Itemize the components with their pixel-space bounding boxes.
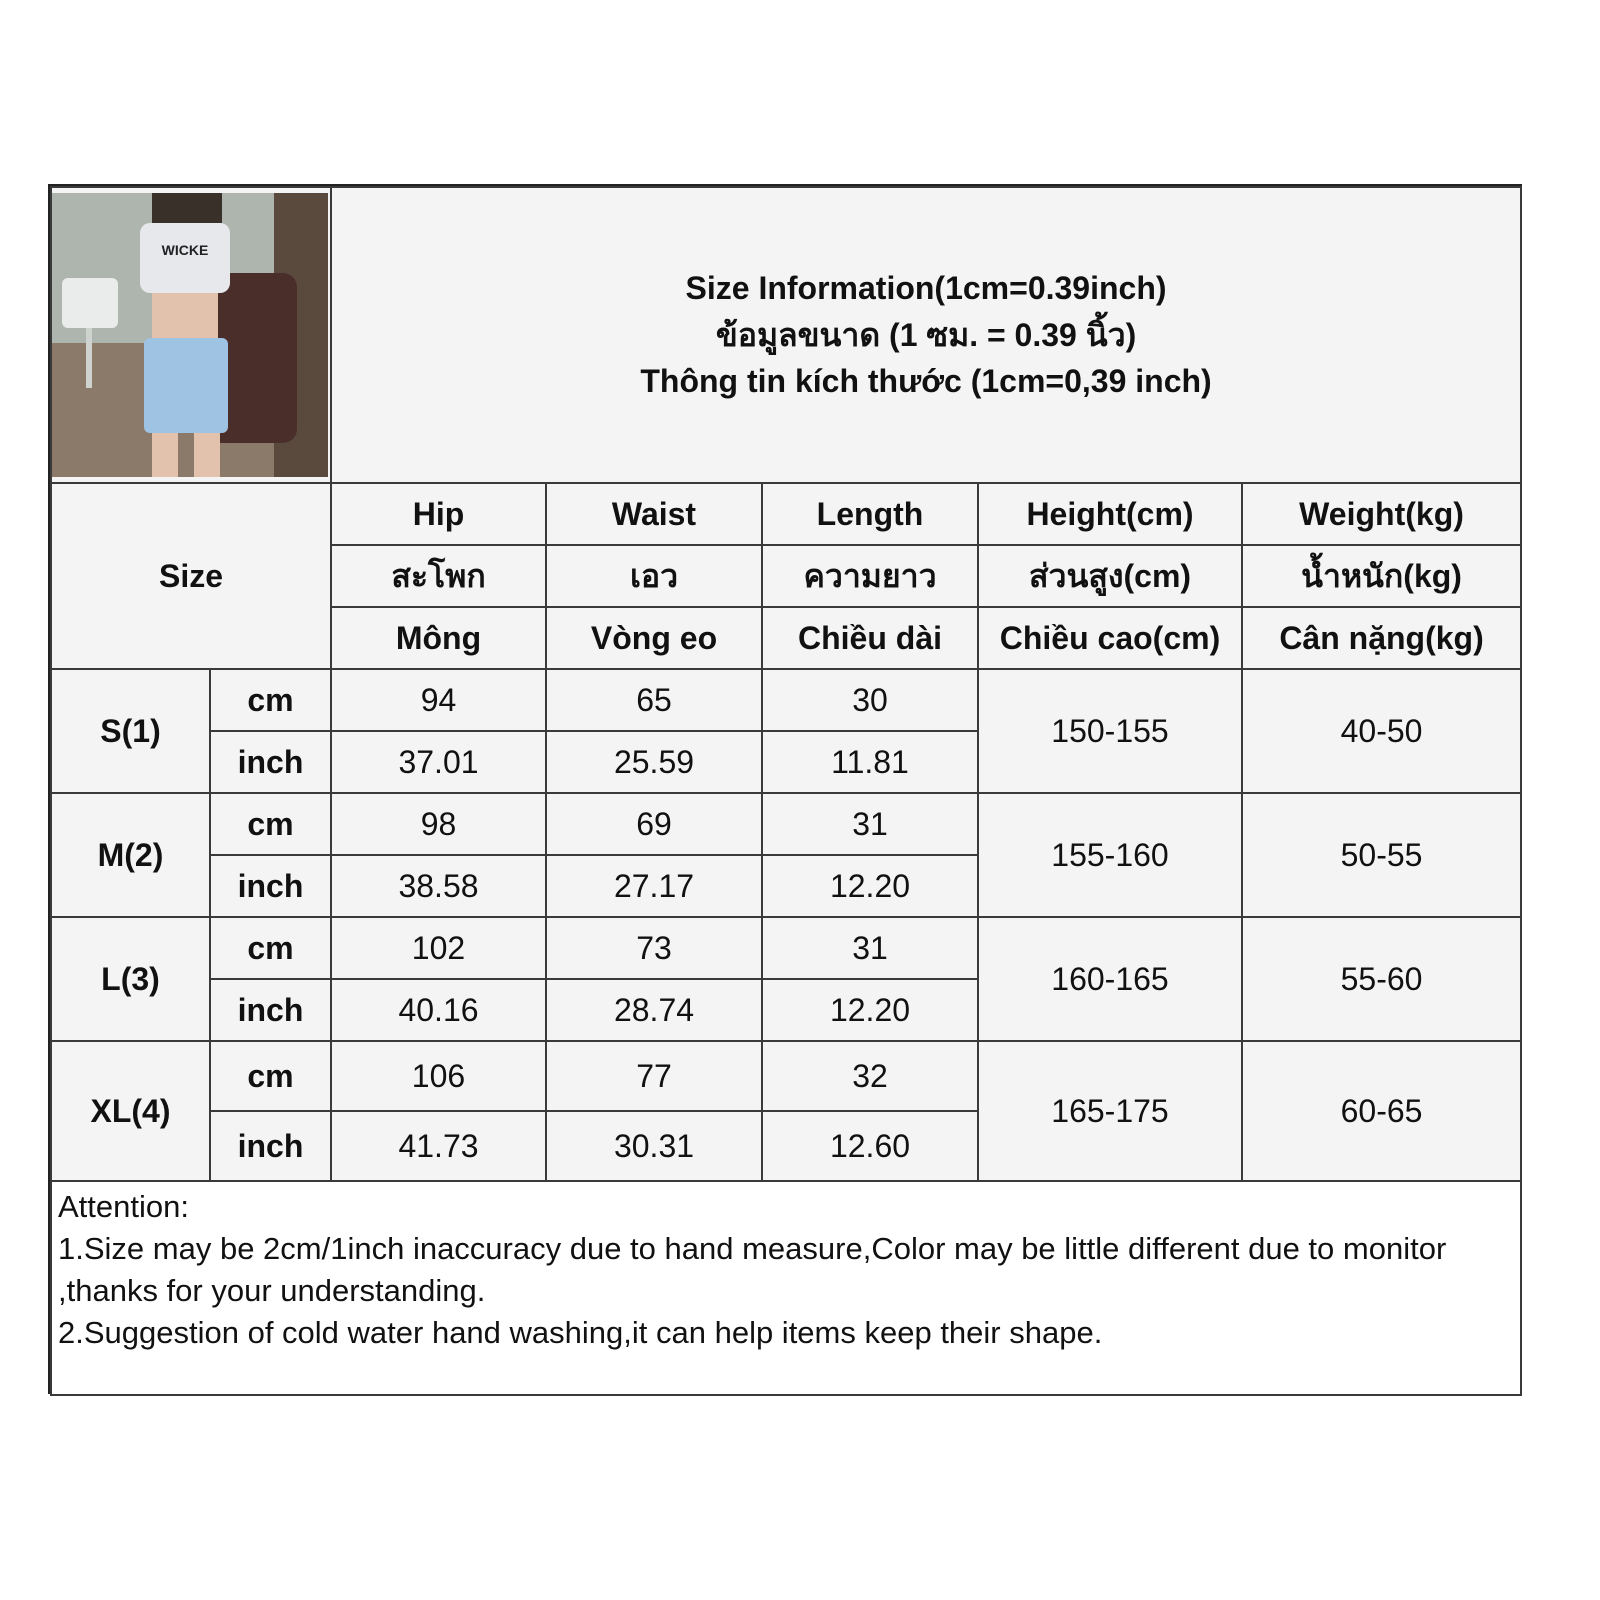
- col-waist-en: Waist: [546, 483, 762, 545]
- value-cell: 98: [331, 793, 546, 855]
- attention-line-3: 2.Suggestion of cold water hand washing,it can help items keep their shape.: [58, 1315, 1103, 1350]
- col-height-en: Height(cm): [978, 483, 1242, 545]
- title-english: Size Information(1cm=0.39inch): [685, 270, 1167, 307]
- size-m-label: M(2): [51, 793, 210, 917]
- height-range: 155-160: [978, 793, 1242, 917]
- value-cell: 28.74: [546, 979, 762, 1041]
- col-weight-en: Weight(kg): [1242, 483, 1521, 545]
- col-length-en: Length: [762, 483, 978, 545]
- attention-line-1: 1.Size may be 2cm/1inch inaccuracy due to hand measure,Color may be little different due to monitor: [58, 1231, 1447, 1266]
- value-cell: 12.20: [762, 855, 978, 917]
- value-cell: 27.17: [546, 855, 762, 917]
- unit-inch: inch: [210, 731, 331, 793]
- attention-line-2: ,thanks for your understanding.: [58, 1273, 486, 1308]
- table-row: [51, 669, 1521, 731]
- unit-inch: inch: [210, 1111, 331, 1181]
- value-cell: 69: [546, 793, 762, 855]
- attention-notes: [52, 1182, 1520, 1394]
- col-hip-th: สะโพก: [331, 545, 546, 607]
- svg-text:WICKE: WICKE: [161, 242, 209, 258]
- value-cell: 40.16: [331, 979, 546, 1041]
- weight-range: 55-60: [1242, 917, 1521, 1041]
- table-row: [51, 1041, 1521, 1111]
- size-xl-label: XL(4): [51, 1041, 210, 1181]
- col-height-th: ส่วนสูง(cm): [978, 545, 1242, 607]
- value-cell: 65: [546, 669, 762, 731]
- unit-inch: inch: [210, 979, 331, 1041]
- value-cell: 31: [762, 917, 978, 979]
- value-cell: 25.59: [546, 731, 762, 793]
- weight-range: 60-65: [1242, 1041, 1521, 1181]
- col-waist-vi: Vòng eo: [546, 607, 762, 669]
- title-vietnamese: Thông tin kích thước (1cm=0,39 inch): [640, 363, 1212, 400]
- col-hip-en: Hip: [331, 483, 546, 545]
- value-cell: 41.73: [331, 1111, 546, 1181]
- value-cell: 37.01: [331, 731, 546, 793]
- col-waist-th: เอว: [546, 545, 762, 607]
- unit-cm: cm: [210, 1041, 331, 1111]
- value-cell: 12.20: [762, 979, 978, 1041]
- col-weight-th: น้ำหนัก(kg): [1242, 545, 1521, 607]
- value-cell: 30.31: [546, 1111, 762, 1181]
- title-thai: ข้อมูลขนาด (1 ซม. = 0.39 นิ้ว): [715, 316, 1137, 353]
- product-photo-cell: [51, 187, 331, 483]
- col-hip-vi: Mông: [331, 607, 546, 669]
- table-row: [51, 917, 1521, 979]
- height-range: 160-165: [978, 917, 1242, 1041]
- value-cell: 102: [331, 917, 546, 979]
- value-cell: 106: [331, 1041, 546, 1111]
- size-s-label: S(1): [51, 669, 210, 793]
- value-cell: 31: [762, 793, 978, 855]
- size-header: Size: [51, 483, 331, 669]
- unit-cm: cm: [210, 669, 331, 731]
- weight-range: 50-55: [1242, 793, 1521, 917]
- value-cell: 38.58: [331, 855, 546, 917]
- size-chart: [48, 184, 1522, 1394]
- title-cell: [331, 187, 1521, 483]
- unit-cm: cm: [210, 917, 331, 979]
- value-cell: 94: [331, 669, 546, 731]
- col-length-vi: Chiều dài: [762, 607, 978, 669]
- weight-range: 40-50: [1242, 669, 1521, 793]
- value-cell: 32: [762, 1041, 978, 1111]
- value-cell: 30: [762, 669, 978, 731]
- size-l-label: L(3): [51, 917, 210, 1041]
- unit-inch: inch: [210, 855, 331, 917]
- value-cell: 73: [546, 917, 762, 979]
- value-cell: 12.60: [762, 1111, 978, 1181]
- size-table: [50, 186, 1522, 1396]
- unit-cm: cm: [210, 793, 331, 855]
- height-range: 165-175: [978, 1041, 1242, 1181]
- model-wearing-shorts-image: [52, 193, 328, 477]
- col-weight-vi: Cân nặng(kg): [1242, 607, 1521, 669]
- value-cell: 77: [546, 1041, 762, 1111]
- attention-cell: [51, 1181, 1521, 1395]
- col-height-vi: Chiều cao(cm): [978, 607, 1242, 669]
- value-cell: 11.81: [762, 731, 978, 793]
- col-length-th: ความยาว: [762, 545, 978, 607]
- attention-heading: Attention:: [58, 1189, 189, 1224]
- product-photo: [52, 193, 328, 477]
- table-row: [51, 793, 1521, 855]
- height-range: 150-155: [978, 669, 1242, 793]
